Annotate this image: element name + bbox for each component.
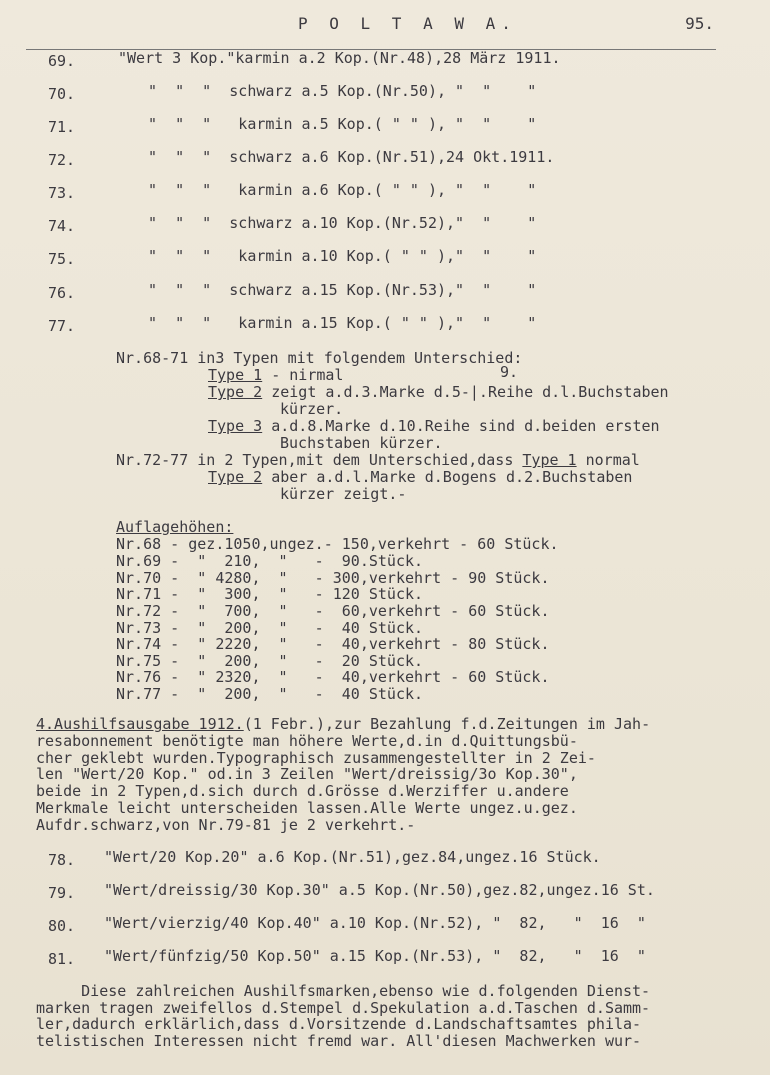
type-line [208, 418, 660, 435]
entry-text: " " " karmin a.5 Kop.( " " ), " " " [148, 115, 537, 133]
paragraph-line: marken tragen zweifellos d.Stempel d.Spekulation a.d.Taschen d.Samm- [36, 999, 651, 1017]
section-line: beide in 2 Typen,d.sich durch d.Grösse d.Werziffer u.andere [36, 782, 569, 800]
auflage-row: Nr.73 - " 200, " - 40 Stück. [116, 619, 424, 637]
auflage-row: Nr.68 - gez.1050,ungez.- 150,verkehrt - 60 Stück. [116, 535, 559, 553]
entry-text: " " " schwarz a.10 Kop.(Nr.52)," " " [148, 214, 537, 232]
entry-number: 73. [48, 184, 76, 202]
auflage-row: Nr.72 - " 700, " - 60,verkehrt - 60 Stück. [116, 602, 550, 620]
section-first-line [36, 716, 650, 733]
paragraph-line: ler,dadurch erklärlich,dass d.Vorsitzende d.Landschaftsamtes phila- [36, 1015, 642, 1033]
type-text: aber a.d.l.Marke d.Bogens d.2.Buchstaben [262, 468, 633, 486]
type-line [208, 469, 632, 486]
type-continuation: kürzer zeigt.- [280, 485, 407, 503]
paragraph-line: telistischen Interessen nicht fremd war. All'diesen Machwerken wur- [36, 1032, 642, 1050]
type-label: Type 3 [208, 417, 263, 435]
entry-number: 72. [48, 151, 76, 169]
type-continuation: Buchstaben kürzer. [280, 434, 443, 452]
auflage-row: Nr.70 - " 4280, " - 300,verkehrt - 90 Stück. [116, 569, 550, 587]
auflage-row: Nr.71 - " 300, " - 120 Stück. [116, 585, 424, 603]
entry-text: "Wert/fünfzig/50 Kop.50" a.15 Kop.(Nr.53), " 82, " 16 " [104, 947, 646, 965]
page-number: 95. [685, 14, 714, 33]
entry-number: 75. [48, 250, 76, 268]
type-label: Type 2 [208, 383, 263, 401]
type-line [208, 384, 669, 401]
entry-text: "Wert/dreissig/30 Kop.30" a.5 Kop.(Nr.50),gez.82,ungez.16 St. [104, 881, 655, 899]
paragraph-line: Diese zahlreichen Aushilfsmarken,ebenso wie d.folgenden Dienst- [36, 982, 651, 1000]
entry-text: "Wert 3 Kop."karmin a.2 Kop.(Nr.48),28 März 1911. [118, 49, 561, 67]
section-text: (1 Febr.),zur Bezahlung f.d.Zeitungen im Jah- [243, 715, 651, 733]
entry-number: 80. [48, 917, 76, 935]
types-text: Nr.72-77 in 2 Typen,mit dem Unterschied,dass [116, 451, 523, 469]
type-text: - nirmal [262, 366, 344, 384]
section-line: Aufdr.schwarz,von Nr.79-81 je 2 verkehrt.- [36, 816, 416, 834]
type-text: a.d.8.Marke d.10.Reihe sind d.beiden ersten [262, 417, 660, 435]
entry-number: 69. [48, 52, 76, 70]
types-line [116, 452, 640, 469]
type-line [208, 367, 343, 384]
entry-text: " " " karmin a.10 Kop.( " " )," " " [148, 247, 537, 265]
auflage-row: Nr.74 - " 2220, " - 40,verkehrt - 80 Stück. [116, 635, 550, 653]
section-line: resabonnement benötigte man höhere Werte,d.in d.Quittungsbü- [36, 732, 578, 750]
type-text: zeigt a.d.3.Marke d.5-|.Reihe d.l.Buchstaben [262, 383, 669, 401]
auflage-row: Nr.69 - " 210, " - 90.Stück. [116, 552, 424, 570]
type-label: Type 2 [208, 468, 263, 486]
page-header [0, 14, 770, 38]
entry-text: " " " schwarz a.5 Kop.(Nr.50), " " " [148, 82, 537, 100]
section-heading: 4.Aushilfsausgabe 1912. [36, 715, 244, 733]
entry-text: " " " karmin a.15 Kop.( " " )," " " [148, 314, 537, 332]
entry-number: 70. [48, 85, 76, 103]
types-line: Nr.68-71 in3 Typen mit folgendem Unterschied: [116, 349, 523, 367]
auflage-row: Nr.77 - " 200, " - 40 Stück. [116, 685, 424, 703]
entry-text: " " " schwarz a.6 Kop.(Nr.51),24 Okt.1911. [148, 148, 555, 166]
entry-text: " " " karmin a.6 Kop.( " " ), " " " [148, 181, 537, 199]
entry-text: "Wert/20 Kop.20" a.6 Kop.(Nr.51),gez.84,ungez.16 Stück. [104, 848, 601, 866]
entry-number: 81. [48, 950, 76, 968]
entry-text: " " " schwarz a.15 Kop.(Nr.53)," " " [148, 281, 537, 299]
entry-number: 71. [48, 118, 76, 136]
types-text: normal [576, 451, 640, 469]
type-continuation: kürzer. [280, 400, 344, 418]
type-label: Type 1 [208, 366, 263, 384]
type-label: Type 1 [522, 451, 577, 469]
entry-number: 79. [48, 884, 76, 902]
handwritten-annotation: 9. [500, 363, 519, 381]
section-line: len "Wert/20 Kop." od.in 3 Zeilen "Wert/dreissig/3o Kop.30", [36, 765, 578, 783]
entry-number: 78. [48, 851, 76, 869]
entry-number: 74. [48, 217, 76, 235]
auflage-row: Nr.76 - " 2320, " - 40,verkehrt - 60 Stück. [116, 668, 550, 686]
entry-text: "Wert/vierzig/40 Kop.40" a.10 Kop.(Nr.52), " 82, " 16 " [104, 914, 646, 932]
auflage-title: Auflagehöhen: [116, 518, 234, 536]
running-head: P O L T A W A. [298, 14, 517, 33]
auflage-row: Nr.75 - " 200, " - 20 Stück. [116, 652, 424, 670]
entry-number: 77. [48, 317, 76, 335]
entry-number: 76. [48, 284, 76, 302]
section-line: cher geklebt wurden.Typographisch zusammengestellter in 2 Zei- [36, 749, 596, 767]
section-line: Merkmale leicht unterscheiden lassen.Alle Werte ungez.u.gez. [36, 799, 578, 817]
